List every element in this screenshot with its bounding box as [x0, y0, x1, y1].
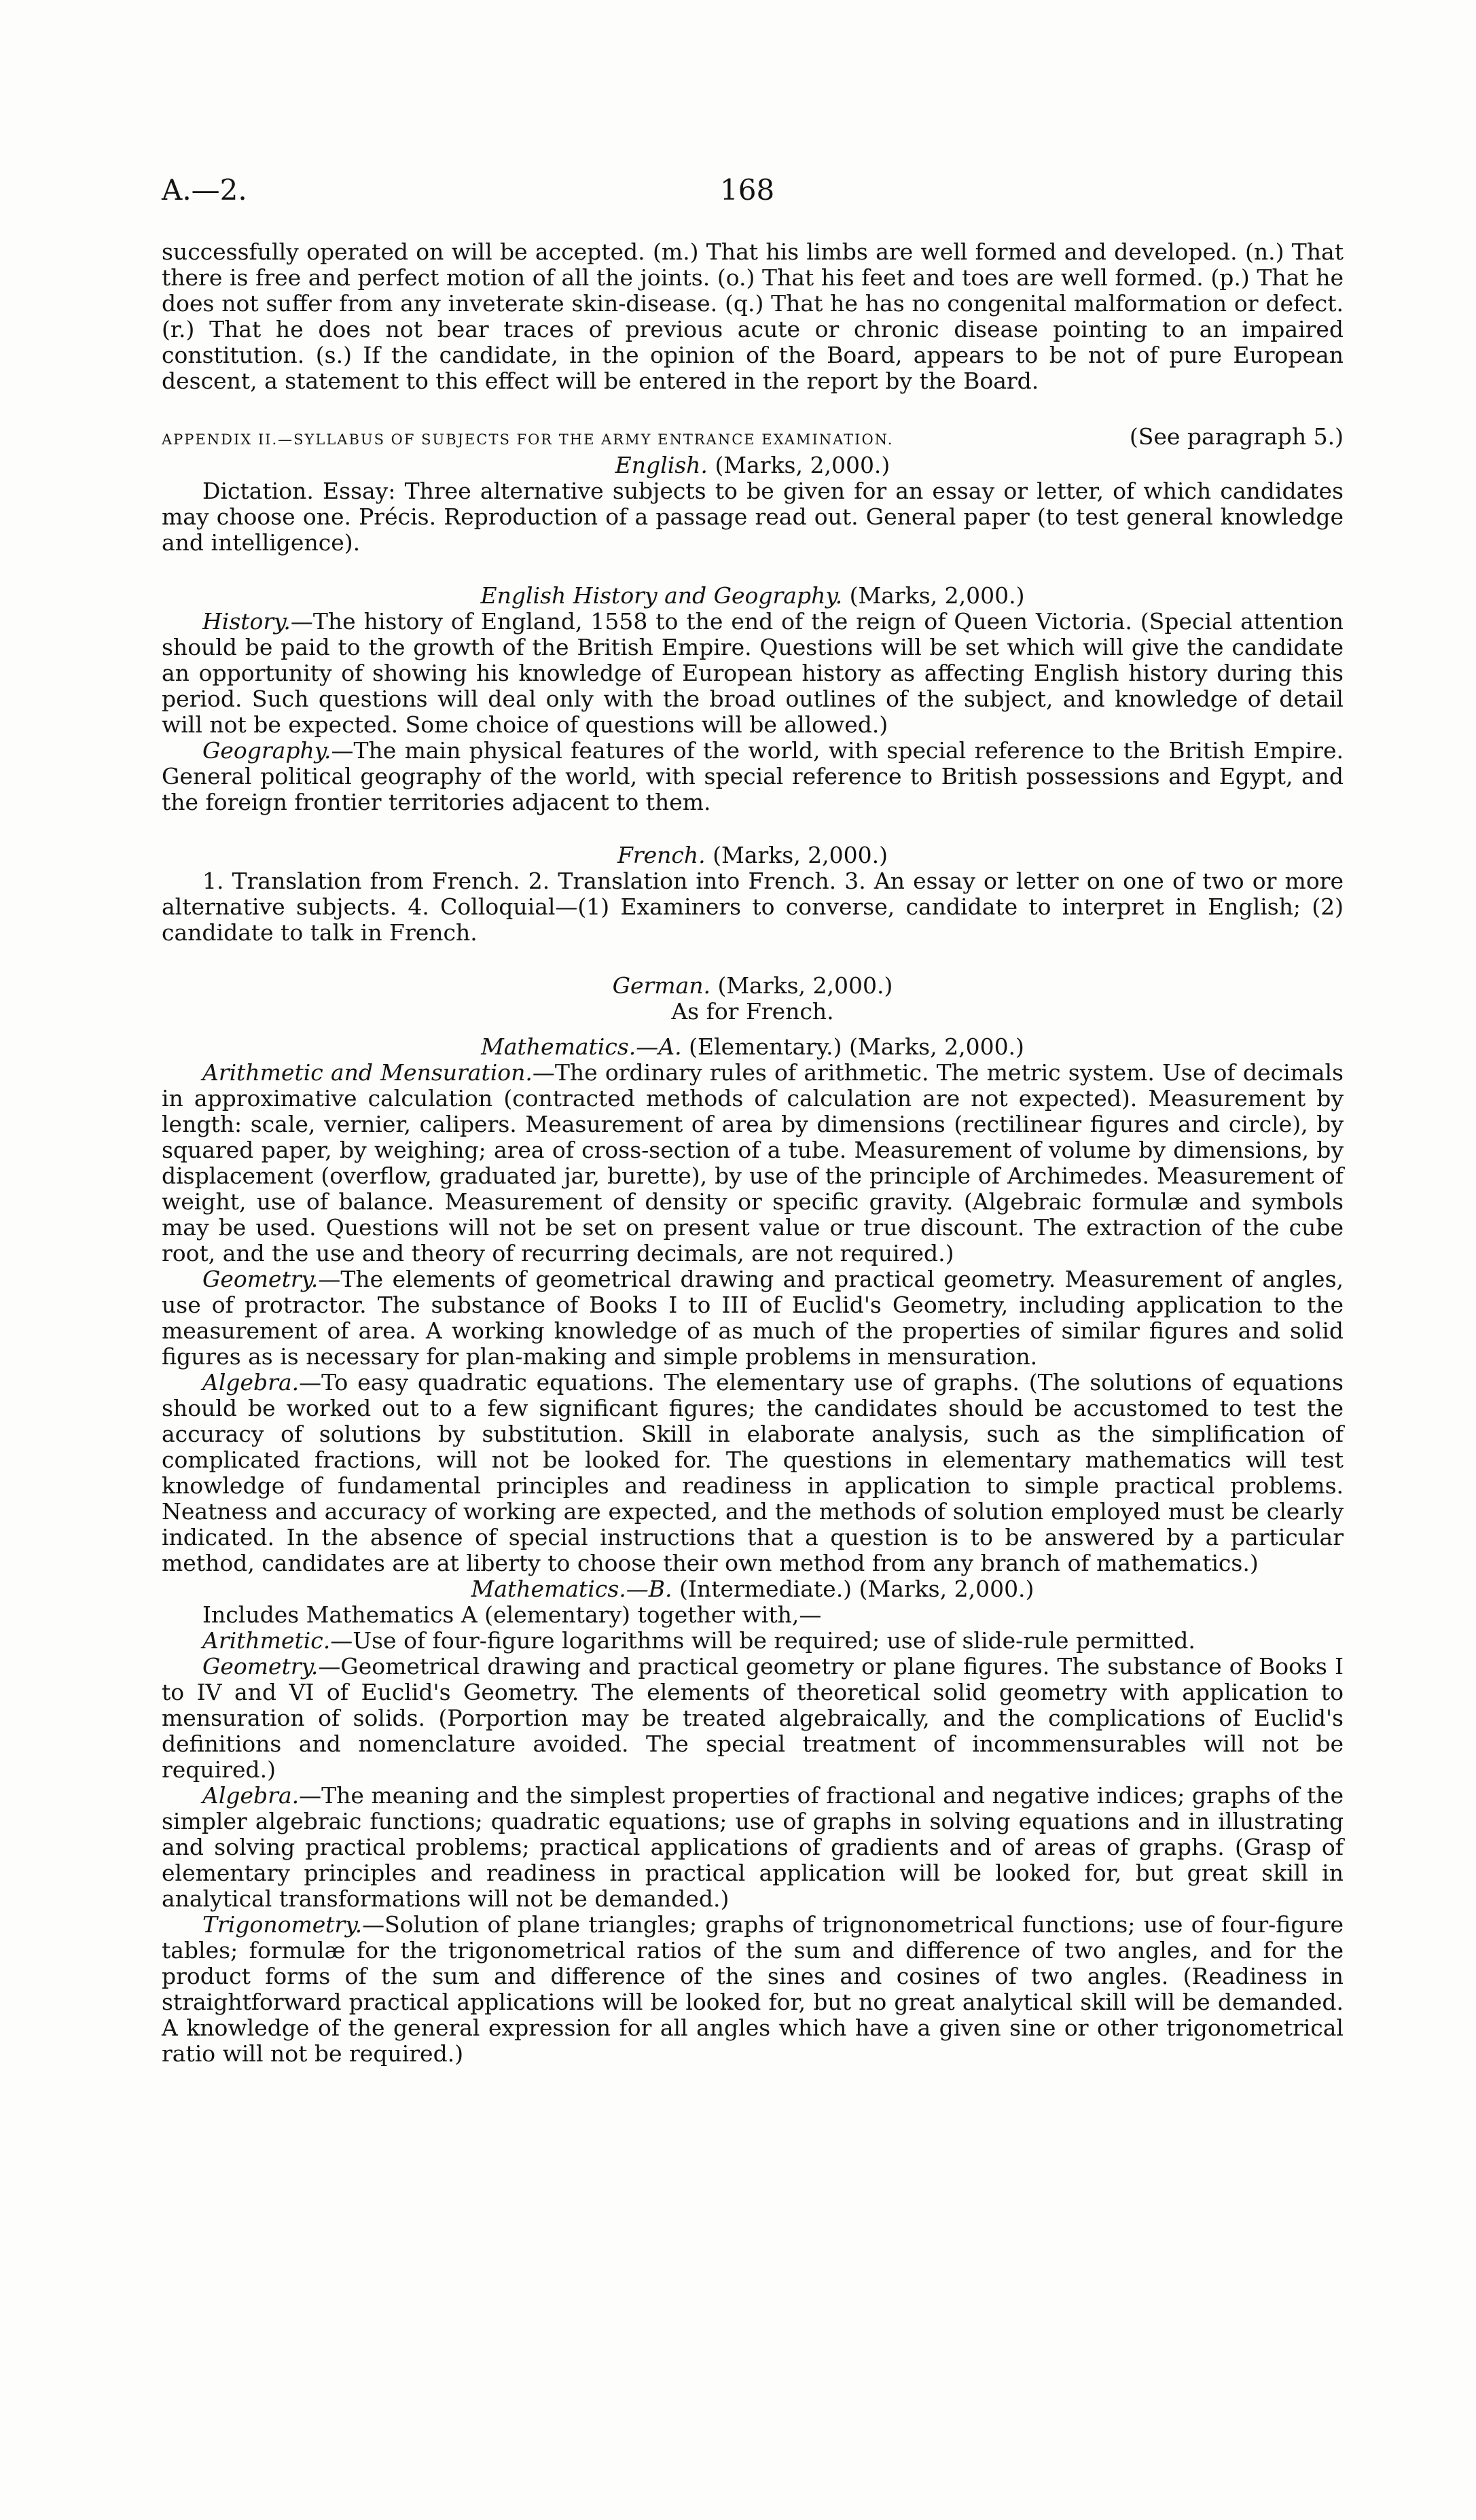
math-b-geometry-paragraph	[162, 1654, 1344, 1783]
german-marks: (Marks, 2,000.)	[717, 972, 893, 999]
german-note: As for French.	[671, 998, 834, 1025]
page-reference: A.—2.	[162, 173, 247, 207]
history-text: —The history of England, 1558 to the end of the reign of Queen Victoria. (Special attention should be paid to the growth of the British Empire. Questions will be set which will give the candidate an opportunity of showing his knowledge of European history as affecting English history during this period. Such questions will deal only with the broad outlines of the subject, and knowledge of detail will not be expected. Some choice of questions will be allowed.)	[162, 608, 1344, 738]
history-label: History.	[202, 608, 291, 635]
history-geography-heading	[162, 583, 1344, 609]
german-title: German.	[612, 972, 710, 999]
appendix-title: APPENDIX II.—SYLLABUS OF SUBJECTS FOR THE ARMY ENTRANCE EXAMINATION.	[162, 431, 894, 448]
math-b-marks: (Marks, 2,000.)	[859, 1576, 1034, 1602]
page-header	[162, 173, 1344, 214]
math-a-arithmetic-text: —The ordinary rules of arithmetic. The metric system. Use of decimals in approximative calculation (contracted methods of calculation are not expected). Measurement by length: scale, vernier, calipers. Measurement of area by dimensions (rectilinear figures and circle), by squared paper, by weighing; area of cross-section of a tube. Measurement of volume by dimensions, by displacement (overflow, graduated jar, burette), by use of the principle of Archimedes. Measurement of weight, use of balance. Measurement of density or specific gravity. (Algebraic formulæ and symbols may be used. Questions will not be set on present value or true discount. The extraction of the cube root, and the use and theory of recurring decimals, are not required.)	[162, 1059, 1344, 1266]
math-a-algebra-label: Algebra.	[202, 1369, 300, 1396]
math-b-trigonometry-paragraph	[162, 1912, 1344, 2067]
english-paragraph: Dictation. Essay: Three alternative subjects to be given for an essay or letter, of which candidates may choose one. Précis. Reproduction of a passage read out. General paper (to test general knowledge and intelligence).	[162, 478, 1344, 556]
page-number: 168	[720, 173, 775, 207]
math-a-geometry-paragraph	[162, 1266, 1344, 1370]
english-marks: (Marks, 2,000.)	[715, 452, 890, 478]
math-a-arithmetic-paragraph	[162, 1060, 1344, 1266]
math-a-algebra-text: —To easy quadratic equations. The elementary use of graphs. (The solutions of equations should be worked out to a few significant figures; the candidates should be accustomed to test the accuracy of solutions by substitution. Skill in elaborate analysis, such as the simplification of complicated fractions, will not be looked for. The questions in elementary mathematics will test knowledge of fundamental principles and readiness in application to simple practical problems. Neatness and accuracy of working are expected, and the methods of solution employed must be clearly indicated. In the absence of special instructions that a question is to be answered by a particular method, candidates are at liberty to choose their own method from any branch of mathematics.)	[162, 1369, 1344, 1576]
math-a-arithmetic-label: Arithmetic and Mensuration.	[202, 1059, 533, 1086]
geography-label: Geography.	[202, 737, 331, 764]
math-b-algebra-text: —The meaning and the simplest properties of fractional and negative indices; graphs of the simpler algebraic functions; quadratic equations; use of graphs in solving equations and in illustrating and solving practical problems; practical applications of gradients and of areas of graphs. (Grasp of elementary principles and readiness in practical application will be looked for, but great skill in analytical transformations will not be demanded.)	[162, 1782, 1344, 1912]
french-marks: (Marks, 2,000.)	[713, 842, 888, 868]
math-b-arithmetic-label: Arithmetic.	[202, 1627, 331, 1654]
german-heading	[162, 973, 1344, 999]
math-a-level: (Elementary.)	[689, 1033, 842, 1060]
appendix-title-line	[162, 424, 1344, 452]
english-title: English.	[615, 452, 708, 478]
math-a-heading	[162, 1034, 1344, 1060]
geography-text: —The main physical features of the world, with special reference to the British Empire. General political geography of the world, with special reference to British possessions and Egypt, and the foreign frontier territories adjacent to them.	[162, 737, 1344, 815]
geography-paragraph	[162, 738, 1344, 815]
math-b-arithmetic-paragraph	[162, 1628, 1344, 1654]
appendix-reference: (See paragraph 5.)	[1129, 423, 1344, 450]
french-title: French.	[617, 842, 706, 868]
math-b-trigonometry-text: —Solution of plane triangles; graphs of trignonometrical functions; use of four-figure tables; formulæ for the trigonometrical ratios of the sum and difference of two angles, and for the product forms of the sum and difference of the sines and cosines of two angles. (Readiness in straightforward practical applications will be looked for, but no great analytical skill will be demanded. A knowledge of the general expression for all angles which have a given sine or other trigonometrical ratio will not be required.)	[162, 1911, 1344, 2067]
math-b-arithmetic-text: —Use of four-figure logarithms will be required; use of slide-rule permitted.	[330, 1627, 1195, 1654]
document-body	[162, 239, 1344, 2067]
math-b-algebra-label: Algebra.	[202, 1782, 300, 1809]
history-geography-title: English History and Geography.	[480, 582, 843, 609]
math-a-geometry-label: Geometry.	[202, 1266, 319, 1292]
english-heading	[162, 452, 1344, 478]
math-b-includes: Includes Mathematics A (elementary) together with,—	[202, 1601, 822, 1628]
history-geography-marks: (Marks, 2,000.)	[849, 582, 1025, 609]
math-b-geometry-label: Geometry.	[202, 1653, 319, 1680]
history-paragraph	[162, 609, 1344, 738]
math-a-algebra-paragraph	[162, 1370, 1344, 1576]
math-a-title: Mathematics.—A.	[481, 1033, 682, 1060]
math-b-title: Mathematics.—B.	[471, 1576, 672, 1602]
math-b-heading	[162, 1576, 1344, 1602]
math-a-geometry-text: —The elements of geometrical drawing and practical geometry. Measurement of angles, use of protractor. The substance of Books I to III of Euclid's Geometry, including application to the measurement of area. A working knowledge of as much of the properties of similar figures and solid figures as is necessary for plan-making and simple problems in mensuration.	[162, 1266, 1344, 1370]
math-b-geometry-text: —Geometrical drawing and practical geometry or plane figures. The substance of Books I to IV and VI of Euclid's Geometry. The elements of theoretical solid geometry with application to mensuration of solids. (Porportion may be treated algebraically, and the complications of Euclid's definitions and nomenclature avoided. The special treatment of incommensurables will not be required.)	[162, 1653, 1344, 1783]
math-b-level: (Intermediate.)	[679, 1576, 852, 1602]
math-b-trigonometry-label: Trigonometry.	[202, 1911, 363, 1938]
math-b-algebra-paragraph	[162, 1783, 1344, 1912]
french-heading	[162, 842, 1344, 868]
math-a-marks: (Marks, 2,000.)	[849, 1033, 1024, 1060]
french-paragraph: 1. Translation from French. 2. Translation into French. 3. An essay or letter on one of two or more alternative subjects. 4. Colloquial—(1) Examiners to converse, candidate to interpret in English; (2) candidate to talk in French.	[162, 868, 1344, 946]
intro-paragraph: successfully operated on will be accepted. (m.) That his limbs are well formed and developed. (n.) That there is free and perfect motion of all the joints. (o.) That his feet and toes are well formed. (p.) That he does not suffer from any inveterate skin-disease. (q.) That he has no congenital malformation or defect. (r.) That he does not bear traces of previous acute or chronic disease pointing to an impaired constitution. (s.) If the candidate, in the opinion of the Board, appears to be not of pure European descent, a statement to this effect will be entered in the report by the Board.	[162, 238, 1344, 394]
